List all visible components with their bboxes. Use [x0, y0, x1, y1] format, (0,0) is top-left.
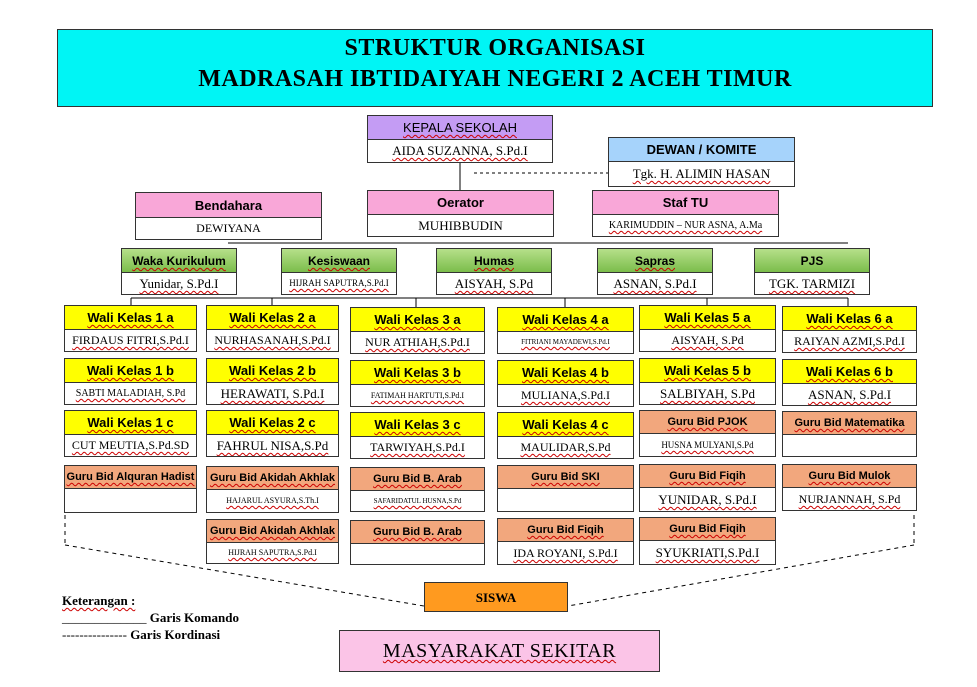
- wali-kelas-3c-box-role: Wali Kelas 3 c: [351, 413, 484, 437]
- wali-kelas-5b-box: [639, 358, 776, 405]
- guru-bid-4-box-role: Guru Bid B. Arab: [351, 468, 484, 491]
- masyarakat-box: MASYARAKAT SEKITAR: [339, 630, 660, 672]
- guru-bid-10-box-role: Guru Bid Fiqih: [640, 518, 775, 541]
- wali-kelas-2c-box-role: Wali Kelas 2 c: [207, 411, 338, 435]
- wali-kelas-4b-box-name: MULIANA,S.Pd.I: [520, 388, 610, 402]
- pjs-box: [754, 248, 870, 295]
- guru-bid-11-box-name: [783, 435, 916, 456]
- wali-kelas-2a-box-name: NURHASANAH,S.Pd.I: [214, 333, 331, 347]
- wali-kelas-3b-box-role: Wali Kelas 3 b: [351, 361, 484, 385]
- operator-role: Oerator: [368, 191, 553, 215]
- wali-kelas-1b-box: [64, 358, 197, 405]
- guru-bid-3-box-role: Guru Bid Akidah Akhlak: [207, 520, 338, 543]
- wali-kelas-4a-box-name: FITRIANI MAYADEWI,S.Pd.I: [521, 338, 610, 346]
- wali-kelas-3a-box: [350, 307, 485, 354]
- guru-bid-9-box: [639, 464, 776, 512]
- guru-bid-3-box-name: HIJRAH SAPUTRA,S.Pd.I: [228, 548, 317, 557]
- dewan-komite-box: [608, 137, 795, 187]
- wali-kelas-5a-box: [639, 305, 776, 352]
- guru-bid-6-box-name: [498, 489, 633, 511]
- guru-bid-11-box-role: Guru Bid Matematika: [783, 412, 916, 435]
- wali-kelas-1a-box-name: FIRDAUS FITRI,S.Pd.I: [72, 333, 189, 347]
- wali-kelas-2b-box-role: Wali Kelas 2 b: [207, 359, 338, 383]
- legend-komando-line: _____________: [62, 610, 147, 625]
- wali-kelas-4c-box-role: Wali Kelas 4 c: [498, 413, 633, 437]
- guru-bid-5-box: [350, 520, 485, 565]
- guru-bid-7-box-role: Guru Bid Fiqih: [498, 519, 633, 542]
- guru-bid-11-box: [782, 411, 917, 457]
- wali-kelas-5a-box-name: AISYAH, S.Pd: [671, 333, 744, 347]
- guru-bid-10-box-name: SYUKRIATI,S.Pd.I: [655, 545, 760, 560]
- wali-kelas-6a-box-role: Wali Kelas 6 a: [783, 307, 916, 331]
- wali-kelas-4c-box: [497, 412, 634, 459]
- wali-kelas-2b-box: [206, 358, 339, 405]
- wali-kelas-1a-box: [64, 305, 197, 352]
- chart-title-line2: MADRASAH IBTIDAIYAH NEGERI 2 ACEH TIMUR: [198, 66, 792, 92]
- staf-tu-box: [592, 190, 779, 237]
- wali-kelas-4c-box-name: MAULIDAR,S.Pd: [520, 440, 611, 454]
- guru-bid-8-box-role: Guru Bid PJOK: [640, 411, 775, 434]
- guru-bid-1-box-role: Guru Bid Alquran Hadist: [65, 466, 196, 489]
- guru-bid-2-box-name: HAJARUL ASYURA,S.Th.I: [226, 496, 319, 505]
- guru-bid-3-box: [206, 519, 339, 564]
- humas-box-name: AISYAH, S.Pd: [454, 276, 534, 291]
- guru-bid-5-box-role: Guru Bid B. Arab: [351, 521, 484, 544]
- wali-kelas-1c-box: [64, 410, 197, 457]
- guru-bid-4-box-name: SAFARIDATUL HUSNA,S.Pd: [373, 497, 462, 505]
- wali-kelas-4b-box-role: Wali Kelas 4 b: [498, 361, 633, 385]
- kepala-sekolah-role: KEPALA SEKOLAH: [368, 116, 552, 140]
- pjs-box-name: TGK. TARMIZI: [768, 276, 856, 291]
- guru-bid-10-box: [639, 517, 776, 565]
- wali-kelas-3c-box: [350, 412, 485, 459]
- wali-kelas-4b-box: [497, 360, 634, 407]
- bendahara-box: [135, 192, 322, 240]
- kesiswaan-box-name: HIJRAH SAPUTRA,S.Pd.I: [289, 278, 389, 288]
- guru-bid-2-box: [206, 466, 339, 513]
- siswa-box: SISWA: [424, 582, 568, 612]
- guru-bid-7-box-name: IDA ROYANI, S.Pd.I: [513, 546, 618, 560]
- wali-kelas-6a-box: [782, 306, 917, 353]
- wali-kelas-6a-box-name: RAIYAN AZMI,S.Pd.I: [794, 334, 905, 348]
- wali-kelas-1b-box-name: SABTI MALADIAH, S.Pd: [75, 388, 186, 399]
- bendahara-role: Bendahara: [136, 193, 321, 218]
- chart-title-box: [57, 29, 933, 107]
- wali-kelas-1c-box-role: Wali Kelas 1 c: [65, 411, 196, 435]
- wali-kelas-6b-box-name: ASNAN, S.Pd.I: [807, 387, 892, 402]
- waka-kurikulum-box-name: Yunidar, S.Pd.I: [139, 276, 219, 291]
- kesiswaan-box: [281, 248, 397, 295]
- legend-kordinasi: [62, 627, 302, 644]
- wali-kelas-6b-box: [782, 359, 917, 406]
- guru-bid-6-box-role: Guru Bid SKI: [498, 466, 633, 489]
- guru-bid-8-box-name: HUSNA MULYANI,S.Pd: [661, 440, 754, 450]
- wali-kelas-2a-box: [206, 305, 339, 352]
- wali-kelas-1c-box-name: CUT MEUTIA,S.Pd.SD: [71, 438, 190, 452]
- guru-bid-12-box-name: NURJANNAH, S.Pd: [798, 492, 901, 506]
- wali-kelas-5a-box-role: Wali Kelas 5 a: [640, 306, 775, 330]
- legend-komando-label: Garis Komando: [149, 610, 239, 625]
- guru-bid-1-box-name: [65, 489, 196, 512]
- pjs-box-role: PJS: [755, 249, 869, 273]
- guru-bid-4-box: [350, 467, 485, 512]
- legend-kordinasi-line: ---------------: [62, 627, 127, 642]
- waka-kurikulum-box-role: Waka Kurikulum: [122, 249, 236, 273]
- wali-kelas-4a-box: [497, 307, 634, 354]
- legend: [62, 593, 302, 649]
- wali-kelas-3b-box-name: FATIMAH HARTUTI,S.Pd.I: [370, 391, 465, 400]
- guru-bid-2-box-role: Guru Bid Akidah Akhlak: [207, 467, 338, 490]
- wali-kelas-3b-box: [350, 360, 485, 407]
- humas-box-role: Humas: [437, 249, 551, 273]
- kesiswaan-box-role: Kesiswaan: [282, 249, 396, 273]
- wali-kelas-2c-box: [206, 410, 339, 457]
- sapras-box: [597, 248, 713, 295]
- guru-bid-12-box: [782, 464, 917, 511]
- sapras-box-role: Sapras: [598, 249, 712, 273]
- kepala-sekolah-name: AIDA SUZANNA, S.Pd.I: [392, 143, 528, 158]
- guru-bid-8-box: [639, 410, 776, 457]
- humas-box: [436, 248, 552, 295]
- wali-kelas-5b-box-name: SALBIYAH, S.Pd: [660, 386, 755, 401]
- guru-bid-12-box-role: Guru Bid Mulok: [783, 465, 916, 488]
- dewan-komite-role: DEWAN / KOMITE: [609, 138, 794, 162]
- wali-kelas-2b-box-name: HERAWATI, S.Pd.I: [220, 386, 325, 401]
- sapras-box-name: ASNAN, S.Pd.I: [613, 276, 697, 291]
- guru-bid-5-box-name: [351, 544, 484, 564]
- staf-tu-role: Staf TU: [593, 191, 778, 215]
- bendahara-name: DEWIYANA: [196, 221, 261, 235]
- dewan-komite-name: Tgk. H. ALIMIN HASAN: [632, 166, 771, 181]
- wali-kelas-4a-box-role: Wali Kelas 4 a: [498, 308, 633, 332]
- waka-kurikulum-box: [121, 248, 237, 295]
- chart-title-line1: STRUKTUR ORGANISASI: [344, 35, 646, 61]
- legend-title: Keterangan :: [62, 593, 136, 608]
- guru-bid-9-box-name: YUNIDAR, S.Pd.I: [658, 492, 757, 507]
- guru-bid-9-box-role: Guru Bid Fiqih: [640, 465, 775, 488]
- wali-kelas-3a-box-name: NUR ATHIAH,S.Pd.I: [365, 335, 470, 349]
- wali-kelas-2a-box-role: Wali Kelas 2 a: [207, 306, 338, 330]
- guru-bid-1-box: [64, 465, 197, 513]
- legend-kordinasi-label: Garis Kordinasi: [130, 627, 221, 642]
- wali-kelas-5b-box-role: Wali Kelas 5 b: [640, 359, 775, 383]
- wali-kelas-1a-box-role: Wali Kelas 1 a: [65, 306, 196, 330]
- guru-bid-7-box: [497, 518, 634, 565]
- wali-kelas-1b-box-role: Wali Kelas 1 b: [65, 359, 196, 383]
- wali-kelas-3c-box-name: TARWIYAH,S.Pd.I: [370, 440, 465, 454]
- operator-box: [367, 190, 554, 237]
- wali-kelas-6b-box-role: Wali Kelas 6 b: [783, 360, 916, 384]
- operator-name: MUHIBBUDIN: [418, 218, 503, 233]
- kepala-sekolah-box: [367, 115, 553, 163]
- wali-kelas-2c-box-name: FAHRUL NISA,S.Pd: [216, 438, 329, 453]
- guru-bid-6-box: [497, 465, 634, 512]
- wali-kelas-3a-box-role: Wali Kelas 3 a: [351, 308, 484, 332]
- staf-tu-name: KARIMUDDIN – NUR ASNA, A.Ma: [608, 220, 763, 231]
- legend-komando: [62, 610, 302, 627]
